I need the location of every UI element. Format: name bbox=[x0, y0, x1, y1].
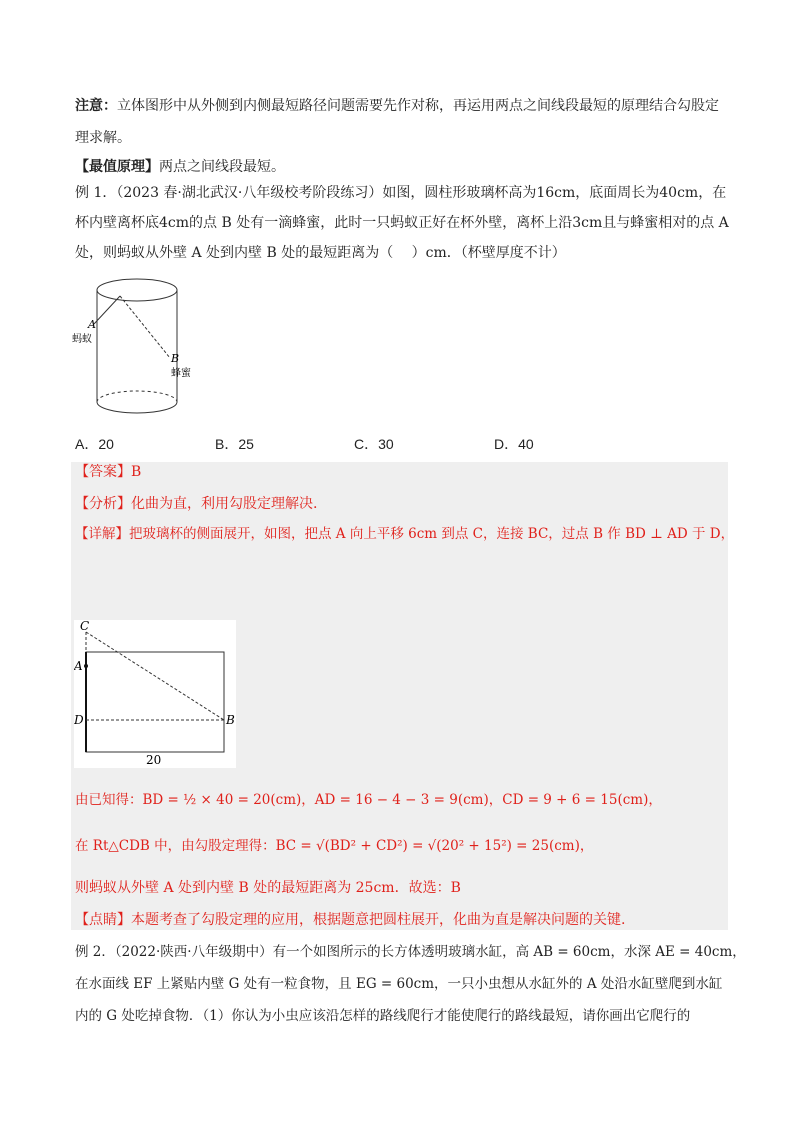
fig-label-b2: B bbox=[226, 713, 235, 727]
option-a: A．20 bbox=[75, 436, 114, 452]
cylinder-figure bbox=[72, 272, 212, 422]
principle-label: 【最值原理】 bbox=[75, 159, 159, 175]
unfolded-figure bbox=[74, 620, 236, 768]
fig-label-ant: 蚂蚁 bbox=[72, 334, 92, 345]
example1-line-3: 处，则蚂蚁从外壁 A 处到内壁 B 处的最短距离为（ ）cm．（杯壁厚度不计） bbox=[75, 245, 566, 261]
solution-answer: 【答案】B bbox=[75, 464, 142, 480]
solution-known: 由已知得：BD = ½ × 40 = 20(cm)，AD = 16 − 4 − 3 = 9(cm)，CD = 9 + 6 = 15(cm)， bbox=[75, 792, 662, 808]
solution-conclusion: 则蚂蚁从外壁 A 处到内壁 B 处的最短距离为 25cm．故选：B bbox=[75, 880, 461, 896]
principle-text: 两点之间线段最短。 bbox=[159, 159, 285, 175]
option-d: D．40 bbox=[494, 436, 534, 452]
note-label: 注意： bbox=[75, 98, 117, 114]
fig-label-20: 20 bbox=[146, 753, 162, 767]
example2-line-2: 在水面线 EF 上紧贴内壁 G 处有一粒食物，且 EG = 60cm，一只小虫想从水缸外的 A 处沿水缸壁爬到水缸 bbox=[75, 976, 723, 992]
note-line-2: 理求解。 bbox=[75, 130, 131, 146]
note-text-1: 立体图形中从外侧到内侧最短路径问题需要先作对称，再运用两点之间线段最短的原理结合勾股定 bbox=[117, 98, 719, 114]
fig-label-a2: A bbox=[74, 659, 83, 673]
fig-label-a: A bbox=[88, 318, 96, 331]
solution-analysis: 【分析】化曲为直，利用勾股定理解决. bbox=[75, 496, 318, 512]
example2-line-1: 例 2．（2022·陕西·八年级期中）有一个如图所示的长方体透明玻璃水缸，高 AB = 60cm，水深 AE = 40cm， bbox=[75, 944, 746, 960]
note-line-1 bbox=[75, 96, 719, 116]
example1-line-1: 例 1．（2023 春·湖北武汉·八年级校考阶段练习）如图，圆柱形玻璃杯高为16cm，底面周长为40cm，在 bbox=[75, 185, 727, 201]
fig-label-d: D bbox=[74, 713, 84, 727]
solution-pythag: 在 Rt△CDB 中，由勾股定理得：BC = √(BD² + CD²) = √(20² + 15²) = 25(cm)， bbox=[75, 838, 594, 854]
option-c: C．30 bbox=[354, 436, 394, 452]
example2-line-3: 内的 G 处吃掉食物．（1）你认为小虫应该沿怎样的路线爬行才能使爬行的路线最短，请你画出它爬行的 bbox=[75, 1008, 691, 1024]
fig-label-b: B bbox=[171, 352, 180, 365]
solution-detail: 【详解】把玻璃杯的侧面展开，如图，把点 A 向上平移 6cm 到点 C，连接 BC，过点 B 作 BD ⊥ AD 于 D， bbox=[75, 526, 735, 542]
principle-line bbox=[75, 157, 285, 177]
fig-label-c: C bbox=[80, 620, 90, 633]
option-b: B．25 bbox=[215, 436, 254, 452]
fig-label-bee: 蜂蜜 bbox=[171, 368, 191, 379]
example1-line-2: 杯内壁离杯底4cm的点 B 处有一滴蜂蜜，此时一只蚂蚁正好在杯外壁，离杯上沿3cm且与蜂蜜相对的点 A bbox=[75, 215, 729, 231]
solution-comment: 【点睛】本题考查了勾股定理的应用，根据题意把圆柱展开，化曲为直是解决问题的关键. bbox=[75, 912, 626, 928]
